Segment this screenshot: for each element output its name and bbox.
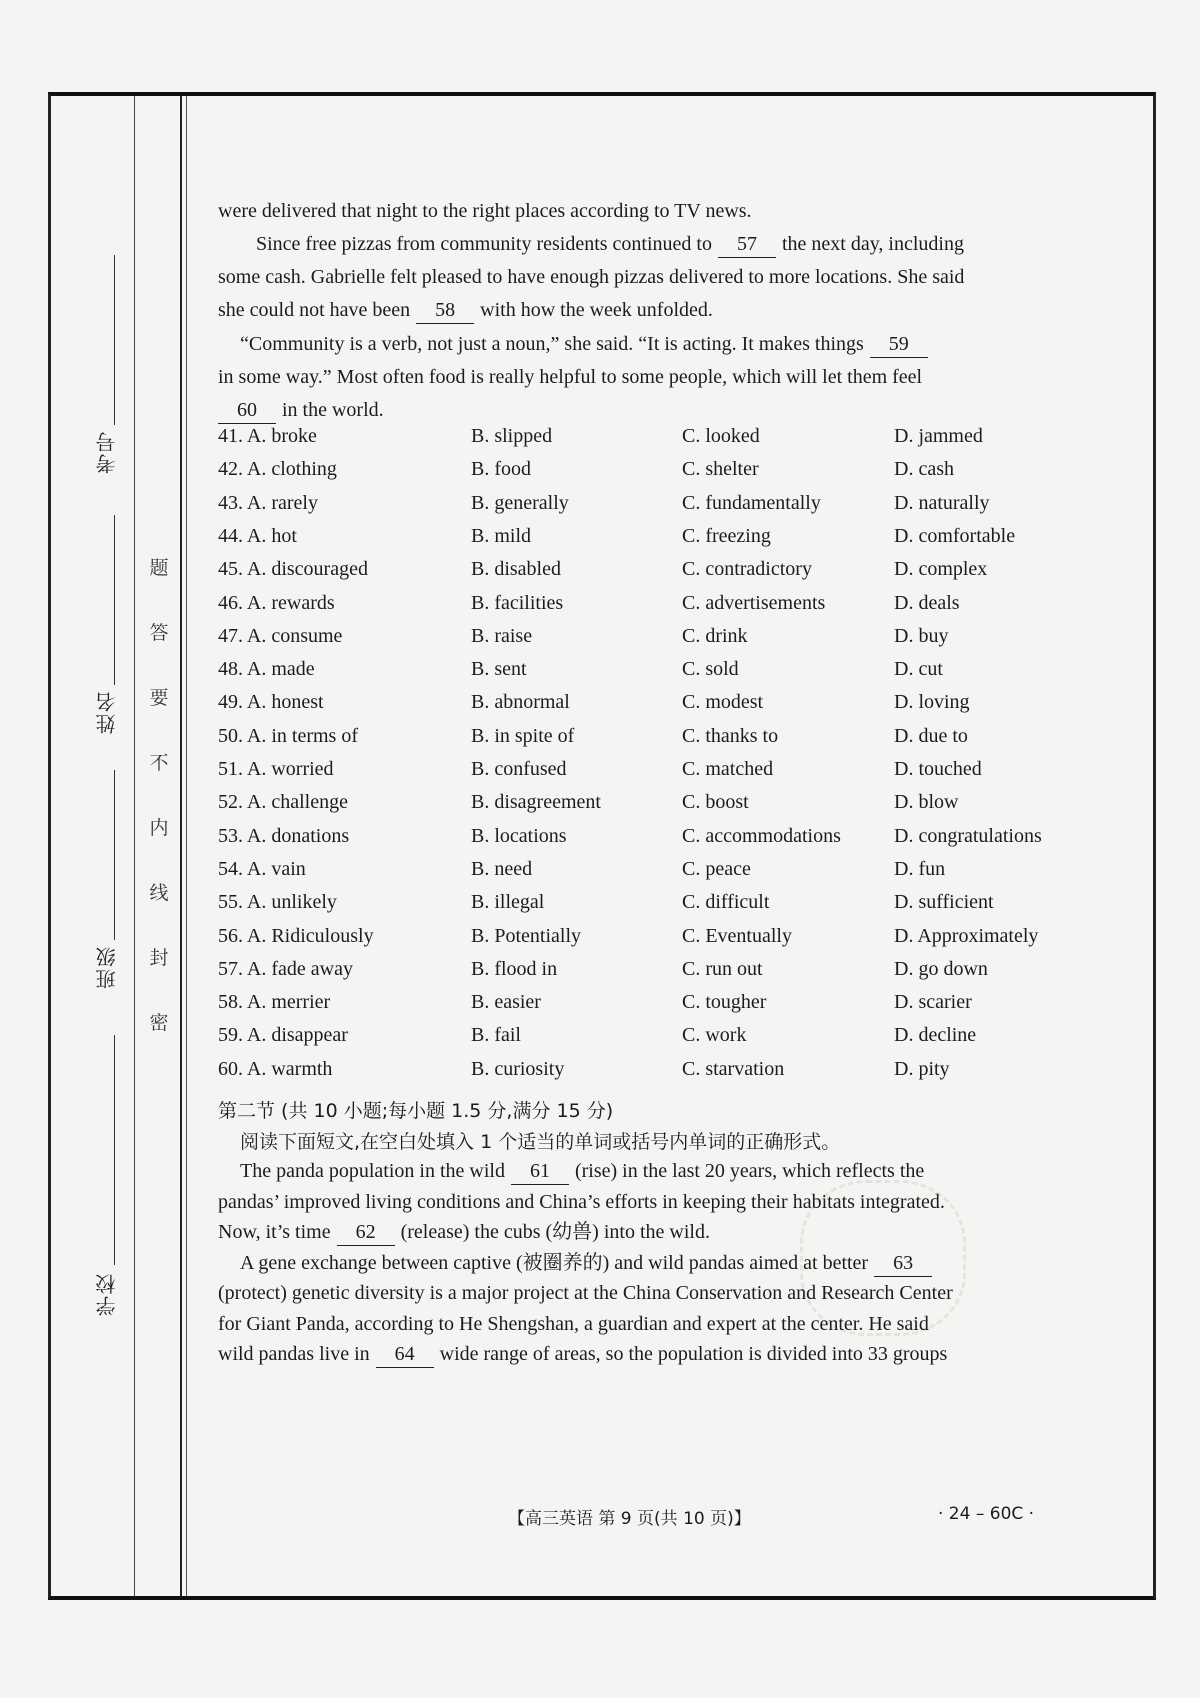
option-row bbox=[218, 592, 1078, 628]
seal-char: 题 bbox=[149, 557, 169, 579]
option-choice: 45. A. discouraged bbox=[218, 558, 368, 581]
option-row bbox=[218, 991, 1078, 1027]
option-choice: D. decline bbox=[894, 1024, 977, 1047]
passage-line: pandas’ improved living conditions and China’s efforts in keeping their habitats integrated. bbox=[218, 1191, 945, 1213]
option-choice: 53. A. donations bbox=[218, 824, 350, 847]
binding-line-inner bbox=[180, 96, 182, 1596]
options-table bbox=[218, 425, 1078, 1165]
option-choice: B. food bbox=[471, 458, 531, 481]
option-choice: D. loving bbox=[894, 691, 970, 714]
option-choice: B. facilities bbox=[471, 591, 564, 614]
option-row bbox=[218, 1058, 1078, 1094]
option-choice: C. drink bbox=[682, 624, 748, 647]
option-choice: D. pity bbox=[894, 1057, 950, 1080]
option-choice: C. looked bbox=[682, 425, 760, 447]
option-choice: C. Eventually bbox=[682, 924, 792, 947]
option-choice: D. buy bbox=[894, 624, 949, 647]
option-choice: 49. A. honest bbox=[218, 691, 324, 714]
option-choice: 52. A. challenge bbox=[218, 791, 348, 814]
option-choice: B. easier bbox=[471, 991, 541, 1014]
option-choice: D. due to bbox=[894, 724, 968, 747]
passage-line: wild pandas live in 64 wide range of areas, so the population is divided into 33 groups bbox=[218, 1336, 1078, 1372]
seal-char: 答 bbox=[149, 622, 169, 644]
name-rule bbox=[114, 515, 115, 685]
option-row bbox=[218, 691, 1078, 727]
seal-char: 线 bbox=[149, 882, 169, 904]
blank-63: 63 bbox=[874, 1250, 932, 1277]
seal-char: 封 bbox=[149, 947, 169, 969]
passage-line: she could not have been 58 with how the week unfolded. bbox=[218, 292, 1078, 328]
passage-line: 60 in the world. bbox=[218, 392, 1078, 428]
blank-59: 59 bbox=[870, 331, 928, 358]
seal-char: 要 bbox=[149, 687, 169, 709]
school-label: 学校 bbox=[95, 1272, 119, 1316]
option-row bbox=[218, 725, 1078, 761]
class-label: 班级 bbox=[95, 945, 119, 989]
option-choice: C. contradictory bbox=[682, 558, 812, 581]
option-choice: B. confused bbox=[471, 758, 567, 780]
passage-line: (protect) genetic diversity is a major project at the China Conservation and Research Center bbox=[218, 1282, 953, 1304]
option-choice: C. difficult bbox=[682, 891, 770, 914]
blank-60: 60 bbox=[218, 397, 276, 424]
option-choice: 55. A. unlikely bbox=[218, 891, 337, 914]
option-choice: D. Approximately bbox=[894, 924, 1039, 947]
blank-58: 58 bbox=[416, 297, 474, 324]
option-choice: 42. A. clothing bbox=[218, 458, 337, 481]
option-row bbox=[218, 458, 1078, 494]
passage-line: were delivered that night to the right places according to TV news. bbox=[218, 200, 752, 222]
option-choice: D. go down bbox=[894, 957, 988, 980]
option-choice: D. cash bbox=[894, 458, 954, 481]
option-choice: 56. A. Ridiculously bbox=[218, 924, 374, 947]
option-choice: B. curiosity bbox=[471, 1057, 565, 1080]
option-choice: 58. A. merrier bbox=[218, 991, 331, 1014]
option-choice: C. run out bbox=[682, 957, 763, 980]
option-row bbox=[218, 758, 1078, 794]
option-choice: C. starvation bbox=[682, 1057, 785, 1080]
option-choice: B. generally bbox=[471, 491, 569, 514]
option-choice: B. abnormal bbox=[471, 691, 570, 714]
option-choice: 47. A. consume bbox=[218, 624, 343, 647]
option-choice: C. fundamentally bbox=[682, 491, 821, 514]
option-choice: C. peace bbox=[682, 857, 751, 880]
option-choice: B. Potentially bbox=[471, 924, 581, 947]
option-choice: 41. A. broke bbox=[218, 425, 317, 447]
section-instruction: 阅读下面短文,在空白处填入 1 个适当的单词或括号内单词的正确形式。 bbox=[240, 1131, 841, 1153]
option-choice: B. disabled bbox=[471, 558, 561, 581]
option-choice: C. boost bbox=[682, 791, 749, 814]
option-choice: D. cut bbox=[894, 658, 943, 681]
seal-char: 内 bbox=[149, 817, 169, 839]
passage-line: A gene exchange between captive (被圈养的) and wild pandas aimed at better 63 bbox=[218, 1245, 1078, 1281]
option-choice: C. advertisements bbox=[682, 591, 826, 614]
option-row bbox=[218, 492, 1078, 528]
option-choice: C. sold bbox=[682, 658, 739, 681]
option-choice: B. in spite of bbox=[471, 724, 575, 747]
option-choice: D. comfortable bbox=[894, 524, 1016, 547]
option-choice: D. sufficient bbox=[894, 891, 994, 914]
option-choice: B. illegal bbox=[471, 891, 545, 914]
seal-char: 不 bbox=[149, 752, 169, 774]
option-choice: C. shelter bbox=[682, 458, 759, 481]
binding-line-inner-2 bbox=[186, 96, 187, 1596]
passage-line: in some way.” Most often food is really helpful to some people, which will let them feel bbox=[218, 366, 923, 388]
option-choice: B. fail bbox=[471, 1024, 521, 1047]
class-rule bbox=[114, 770, 115, 940]
option-choice: 60. A. warmth bbox=[218, 1057, 333, 1080]
option-row bbox=[218, 525, 1078, 561]
option-choice: 54. A. vain bbox=[218, 857, 306, 880]
option-row bbox=[218, 858, 1078, 894]
option-row bbox=[218, 791, 1078, 827]
passage-line: some cash. Gabrielle felt pleased to have enough pizzas delivered to more locations. She said bbox=[218, 266, 965, 288]
option-row bbox=[218, 925, 1078, 961]
option-choice: D. blow bbox=[894, 791, 959, 814]
blank-61: 61 bbox=[511, 1158, 569, 1185]
passage-line: Now, it’s time 62 (release) the cubs (幼兽) into the wild. bbox=[218, 1214, 1078, 1250]
option-row bbox=[218, 558, 1078, 594]
option-row bbox=[218, 658, 1078, 694]
option-choice: B. sent bbox=[471, 658, 527, 681]
section-heading: 第二节 (共 10 小题;每小题 1.5 分,满分 15 分) bbox=[218, 1100, 614, 1122]
option-choice: 51. A. worried bbox=[218, 758, 334, 780]
option-choice: 44. A. hot bbox=[218, 524, 297, 547]
exam-no-rule bbox=[114, 255, 115, 425]
option-row bbox=[218, 425, 1078, 461]
passage-line: for Giant Panda, according to He Shengshan, a guardian and expert at the center. He said bbox=[218, 1313, 929, 1335]
option-choice: D. congratulations bbox=[894, 824, 1042, 847]
option-choice: D. scarier bbox=[894, 991, 972, 1014]
binding-line-outer bbox=[134, 96, 135, 1596]
option-choice: C. freezing bbox=[682, 524, 771, 547]
school-rule bbox=[114, 1035, 115, 1265]
option-choice: C. modest bbox=[682, 691, 764, 714]
blank-62: 62 bbox=[337, 1219, 395, 1246]
passage-line: The panda population in the wild 61 (rise) in the last 20 years, which reflects the bbox=[218, 1153, 1078, 1189]
option-choice: B. flood in bbox=[471, 957, 558, 980]
option-choice: D. naturally bbox=[894, 491, 990, 514]
option-choice: D. touched bbox=[894, 758, 982, 780]
option-row bbox=[218, 891, 1078, 927]
option-choice: C. accommodations bbox=[682, 824, 841, 847]
paper-code: · 24 – 60C · bbox=[938, 1504, 1035, 1524]
option-choice: C. work bbox=[682, 1024, 747, 1047]
option-choice: D. fun bbox=[894, 857, 946, 880]
option-choice: D. deals bbox=[894, 591, 960, 614]
option-row bbox=[218, 825, 1078, 861]
passage-line: Since free pizzas from community residents continued to 57 the next day, including bbox=[218, 226, 1078, 262]
option-row bbox=[218, 1024, 1078, 1060]
option-row bbox=[218, 958, 1078, 994]
page-footer: 【高三英语 第 9 页(共 10 页)】 bbox=[508, 1509, 751, 1529]
option-choice: B. slipped bbox=[471, 425, 553, 447]
option-choice: B. disagreement bbox=[471, 791, 601, 814]
option-choice: D. jammed bbox=[894, 425, 983, 447]
option-choice: D. complex bbox=[894, 558, 988, 581]
option-choice: C. thanks to bbox=[682, 724, 779, 747]
name-label: 姓名 bbox=[95, 690, 119, 734]
passage-line: “Community is a verb, not just a noun,” she said. “It is acting. It makes things 59 bbox=[218, 326, 1078, 362]
option-choice: B. raise bbox=[471, 624, 533, 647]
option-choice: 50. A. in terms of bbox=[218, 724, 358, 747]
option-choice: 59. A. disappear bbox=[218, 1024, 348, 1047]
option-choice: B. mild bbox=[471, 524, 532, 547]
seal-char: 密 bbox=[149, 1012, 169, 1034]
blank-57: 57 bbox=[718, 231, 776, 258]
option-choice: 57. A. fade away bbox=[218, 957, 353, 980]
blank-64: 64 bbox=[376, 1341, 434, 1368]
option-choice: C. tougher bbox=[682, 991, 767, 1014]
exam-no-label: 考号 bbox=[95, 430, 119, 474]
option-choice: 46. A. rewards bbox=[218, 591, 335, 614]
option-choice: B. need bbox=[471, 857, 533, 880]
option-choice: B. locations bbox=[471, 824, 567, 847]
option-choice: 43. A. rarely bbox=[218, 491, 318, 514]
option-row bbox=[218, 625, 1078, 661]
option-choice: 48. A. made bbox=[218, 658, 315, 681]
option-choice: C. matched bbox=[682, 758, 774, 780]
